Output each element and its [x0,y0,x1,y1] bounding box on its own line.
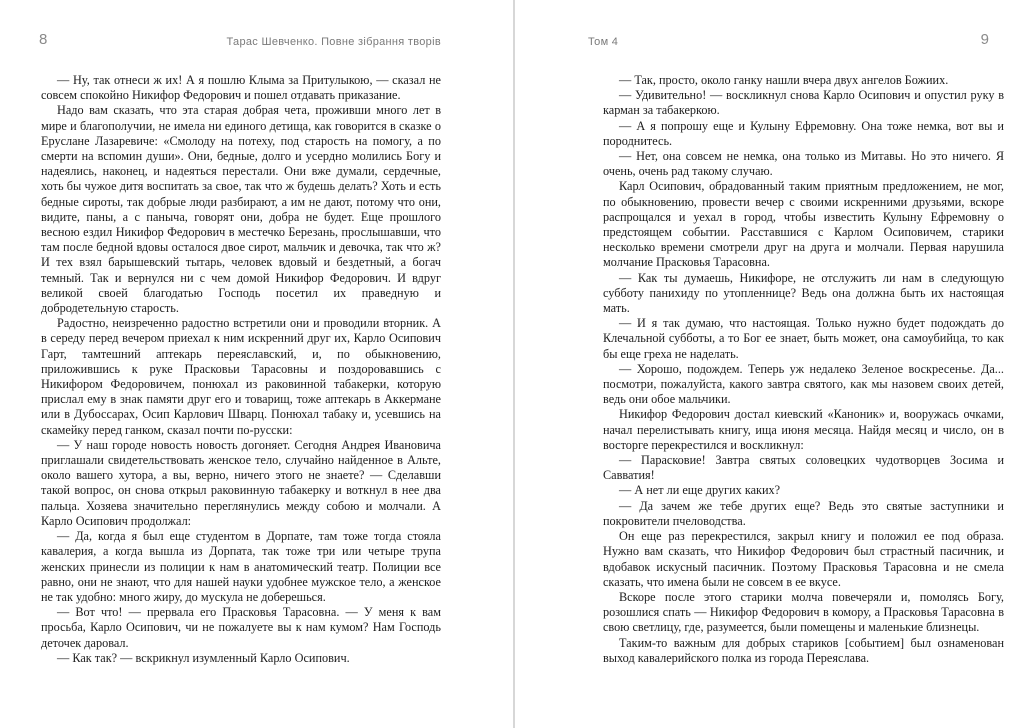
right-page-number: 9 [980,31,989,48]
left-page-header [0,33,513,51]
paragraph: — Хорошо, подождем. Теперь уж недалеко Зеленое воскресенье. Да... посмотри, пожалуйста, какого завтра святого, как мы назовем своих детей, ведь они обое мальчики. [603,361,1004,407]
paragraph: — Ну, так отнеси ж их! А я пошлю Клыма за Притулыкою, — сказал не совсем спокойно Никифор Федорович и пошел отдавать приказание. [41,73,441,103]
paragraph: — Удивительно! — воскликнул снова Карло Осипович и опустил руку в карман за табакеркою. [603,88,1004,118]
paragraph: Вскоре после этого старики молча повечеряли и, помолясь Богу, розошлися спать — Никифор Федорович в комору, а Прасковья Тарасовна в свою светлицу, где, разумеется, были помещены и маленькие близнецы. [603,589,1004,635]
paragraph: — Вот что! — прервала его Прасковья Тарасовна. — У меня к вам просьба, Карло Осипович, чи не пожалуете вы к нам кумом? Нам Господь деточек даровал. [41,605,441,650]
paragraph: — Так, просто, около ганку нашли вчера двух ангелов Божиих. [619,73,949,87]
paragraph: Он еще раз перекрестился, закрыл книгу и положил ее под образа. Нужно вам сказать, что Никифор Федорович был страстный пасичник, и вдобавок искусный пасичник. Поэтому Прасковья Тарасовна и не смела сказать, что имена были не совсем в ее вкусе. [603,529,1004,589]
paragraph: — Парасковие! Завтра святых соловецких чудотворцев Зосима и Савватия! [603,453,1004,483]
paragraph: — А нет ли еще других каких? [619,483,781,498]
right-page-text [603,73,1004,666]
paragraph: — Как так? — вскрикнул изумленный Карло Осипович. [57,650,350,665]
paragraph: — И я так думаю, что настоящая. Только нужно будет подождать до Клечальной субботы, а то Бог ее знает, быть может, она самоубийца, то как бы еще греха не наделать. [603,316,1004,361]
paragraph: — Как ты думаешь, Никифоре, не отслужить ли нам в следующую субботу панихиду по утопленнице? Ведь она должна быть их настоящая мать. [603,270,1004,316]
paragraph: — У наш городе новость новость догоняет. Сегодня Андрея Ивановича приглашали свидетельствовать женское тело, случайно найденное в Альте, около вашего хутора, а вы, верно, ничего этого не знаете? — Сделавши такой вопрос, он снова открыл раковинную табакерку и воткнул в нее два пальца. Хозяева значительно переглянулись между собою и молчали. А Карло Осипович продолжал: [41,437,441,528]
right-page [515,0,1027,728]
right-running-title: Том 4 [588,36,619,48]
left-page-text [41,73,441,666]
left-page [0,0,513,728]
paragraph: — Да, когда я был еще студентом в Дорпате, там тоже тогда стояла кавалерия, а когда вышла из Дорпата, так тоже три или четыре трупа женских принесли из полиции к нам в анатомический театр. Полиции все равно, они не знают, что для нашей науки удобнее мужское тело, а женское не так удобно: много жиру, до мускула не доберешься. [41,529,441,604]
paragraph: Таким-то важным для добрых стариков [событием] был ознаменован выход кавалерийского полка из города Переяслава. [603,635,1004,665]
paragraph: — А я попрошу еще и Кулыну Ефремовну. Она тоже немка, вот вы и породнитесь. [603,118,1004,148]
left-running-title: Тарас Шевченко. Повне зібрання творів [226,36,441,48]
paragraph: Никифор Федорович достал киевский «Каноник» и, вооружась очками, начал перелистывать книгу, ища июня месяца. Найдя месяц и число, он в восторге перекрестился и воскликнул: [603,407,1004,452]
right-page-header [515,33,1027,51]
paragraph: — Нет, она совсем не немка, она только из Митавы. Но это ничего. Я очень, очень рад такому случаю. [603,149,1004,179]
paragraph: Радостно, неизреченно радостно встретили они и проводили вторник. А в середу перед вечером приехал к ним искренний друг их, Карло Осипович Гарт, тамтешний аптекарь переяславский, и, по обыкновению, приложившись к руке Прасковьи Тарасовны и поздоровавшись с Никифором Федоровичем, понюхал из раковинной табакерки, которую прислал ему в знак памяти друг его и товарищ, тоже аптекарь в Аккермане или в Дубоссарах, Осип Карлович Шварц. Понюхал табаку и, усевшись на скамейку перед ганком, сказал почти по-русски: [41,316,441,437]
paragraph: — Да зачем же тебе других еще? Ведь это святые заступники и покровители пчеловодства. [603,498,1004,528]
paragraph: Карл Осипович, обрадованный таким приятным предложением, не мог, по обыкновению, провести вечер с своими искренними друзьями, вскоре распрощался и уехал в город, чтобы известить Кулыну Ефремовну о предстоящем событии. Расставшися с Карлом Осиповичем, старики несколько времени смотрели друг на друга и молчали. Первая нарушила молчание Прасковья Тарасовна. [603,179,1004,270]
left-page-number: 8 [39,31,48,48]
paragraph: Надо вам сказать, что эта старая добрая чета, проживши много лет в мире и благополучии, не имела ни единого детища, как говорится в сказке о Еруслане Лазаревиче: «Смолоду на потеху, под старость на помогу, а по смерти на вспомин души». Они, бедные, долго и усердно молились Богу и надеялись, наконец, и надеяться перестали. Они вже думали, сердечные, хоть бы чужое дитя воспитать за свое, так что ж будешь делать? Хоть и есть бедные сироты, так добрые люди разбирают, а им не дают, потому что они, видите, паны, а с паныча, говорят они, добра не будет. Еще прошлого весною ездил Никифор Федорович в местечко Березань, прослышавши, что там после бедной вдовы осталося двое сирот, мальчик и девочка, так что ж? И тех взял барышевский тытарь, человек вдовый и бездетный, а богач темный. Так и вернулся ни с чем домой Никифор Федорович. И вдруг великой своей благодатью Господь посетил их праведную и добродетельную старость. [41,103,441,316]
